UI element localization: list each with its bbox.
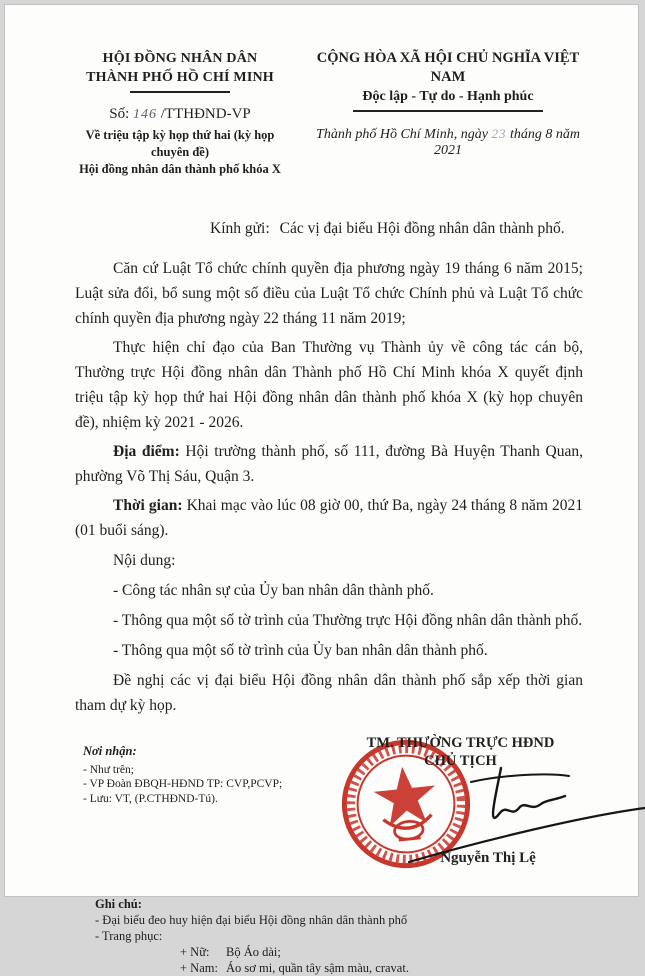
paragraph-legal-basis: Căn cứ Luật Tổ chức chính quyền địa phương ngày 19 tháng 6 năm 2015; Luật sửa đổi, bổ sung một số điều của Luật Tổ chức Chính phủ và Luật Tổ chức chính quyền địa phương ngày 22 tháng 11 năm 2019; (75, 259, 583, 327)
motto-underline (353, 110, 543, 112)
recipients-label: Nơi nhận: (83, 743, 137, 758)
date-prefix: Thành phố Hồ Chí Minh, ngày (316, 126, 488, 142)
salutation-line (210, 220, 583, 238)
dress-female-label: + Nữ: (180, 944, 210, 959)
paragraph-location (75, 439, 583, 489)
letter-header (75, 49, 583, 178)
letter-footer (75, 734, 583, 882)
authority-name-line1: HỘI ĐỒNG NHÂN DÂN (102, 51, 258, 66)
recipient-item: - VP Đoàn ĐBQH-HĐND TP: CVP,PCVP; (83, 778, 283, 790)
content-label: Nội dung: (113, 551, 176, 569)
notes-block (95, 896, 583, 976)
agenda-item: - Công tác nhân sự của Ủy ban nhân dân thành phố. (113, 581, 434, 599)
date-day-handwritten: 23 (491, 125, 507, 141)
dress-code-female (180, 944, 583, 960)
subject-line2: Hội đồng nhân dân thành phố khóa X (79, 161, 281, 176)
paragraph-closing: Đề nghị các vị đại biểu Hội đồng nhân dân thành phố sắp xếp thời gian tham dự kỳ họp. (75, 671, 583, 714)
authority-name-line2: THÀNH PHỐ HỒ CHÍ MINH (86, 70, 274, 85)
issuing-authority-block (75, 49, 285, 178)
letter-body (75, 256, 583, 718)
paragraph-time (75, 493, 583, 543)
dress-female-text: Bộ Áo dài; (226, 944, 281, 959)
time-text: Khai mạc vào lúc 08 giờ 00, thứ Ba, ngày 24 tháng 8 năm 2021 (01 buổi sáng). (75, 496, 583, 539)
dress-code-male (180, 960, 583, 976)
agenda-item: - Thông qua một số tờ trình của Ủy ban nhân dân thành phố. (113, 641, 488, 659)
dress-male-text: Áo sơ mi, quần tây sậm màu, cravat. (226, 960, 409, 975)
subject-line1: Về triệu tập kỳ họp thứ hai (kỳ họp chuyên đề) (85, 127, 275, 159)
location-text: Hội trường thành phố, số 111, đường Bà Huyện Thanh Quan, phường Võ Thị Sáu, Quận 3. (75, 442, 583, 485)
authority-underline (130, 91, 230, 93)
document-number-handwritten: 146 (133, 106, 157, 122)
note-item: - Trang phục: (95, 928, 163, 943)
date-suffix: tháng 8 năm 2021 (434, 126, 580, 158)
time-label: Thời gian: (113, 496, 183, 514)
signature-block (338, 734, 583, 882)
signer-title: CHỦ TỊCH (424, 752, 497, 769)
salutation-label: Kính gửi: (210, 219, 270, 237)
note-item: - Đại biểu đeo huy hiện đại biểu Hội đồng nhân dân thành phố (95, 912, 408, 927)
place-date-line (313, 126, 583, 159)
document-number-label: Số: (109, 105, 130, 122)
scanned-letter-page (4, 4, 639, 975)
recipients-block (75, 734, 338, 882)
signer-name: Nguyễn Thị Lệ (440, 849, 536, 866)
notes-label: Ghi chú: (95, 896, 142, 911)
signing-authority: TM. THƯỜNG TRỰC HĐND (366, 734, 555, 751)
document-number-line (75, 106, 285, 123)
location-label: Địa điểm: (113, 442, 180, 460)
national-heading-block (285, 49, 583, 178)
recipient-item: - Lưu: VT, (P.CTHĐND-Tú). (83, 792, 218, 805)
dress-male-label: + Nam: (180, 960, 218, 975)
document-number-suffix: /TTHĐND-VP (160, 105, 251, 122)
national-motto: Độc lập - Tự do - Hạnh phúc (362, 89, 534, 104)
national-title: CỘNG HÒA XÃ HỘI CHỦ NGHĨA VIỆT NAM (316, 50, 580, 85)
agenda-item: - Thông qua một số tờ trình của Thường trực Hội đồng nhân dân thành phố. (113, 611, 583, 629)
paragraph-decision: Thực hiện chỉ đạo của Ban Thường vụ Thành ủy về công tác cán bộ, Thường trực Hội đồng nhân dân Thành phố Hồ Chí Minh khóa X quyết định triệu tập kỳ họp thứ hai Hội đồng nhân dân thành phố khóa X (kỳ họp chuyên đề), nhiệm kỳ 2021 - 2026. (75, 338, 583, 431)
salutation-text: Các vị đại biểu Hội đồng nhân dân thành phố. (279, 219, 565, 237)
recipient-item: - Như trên; (83, 763, 134, 776)
